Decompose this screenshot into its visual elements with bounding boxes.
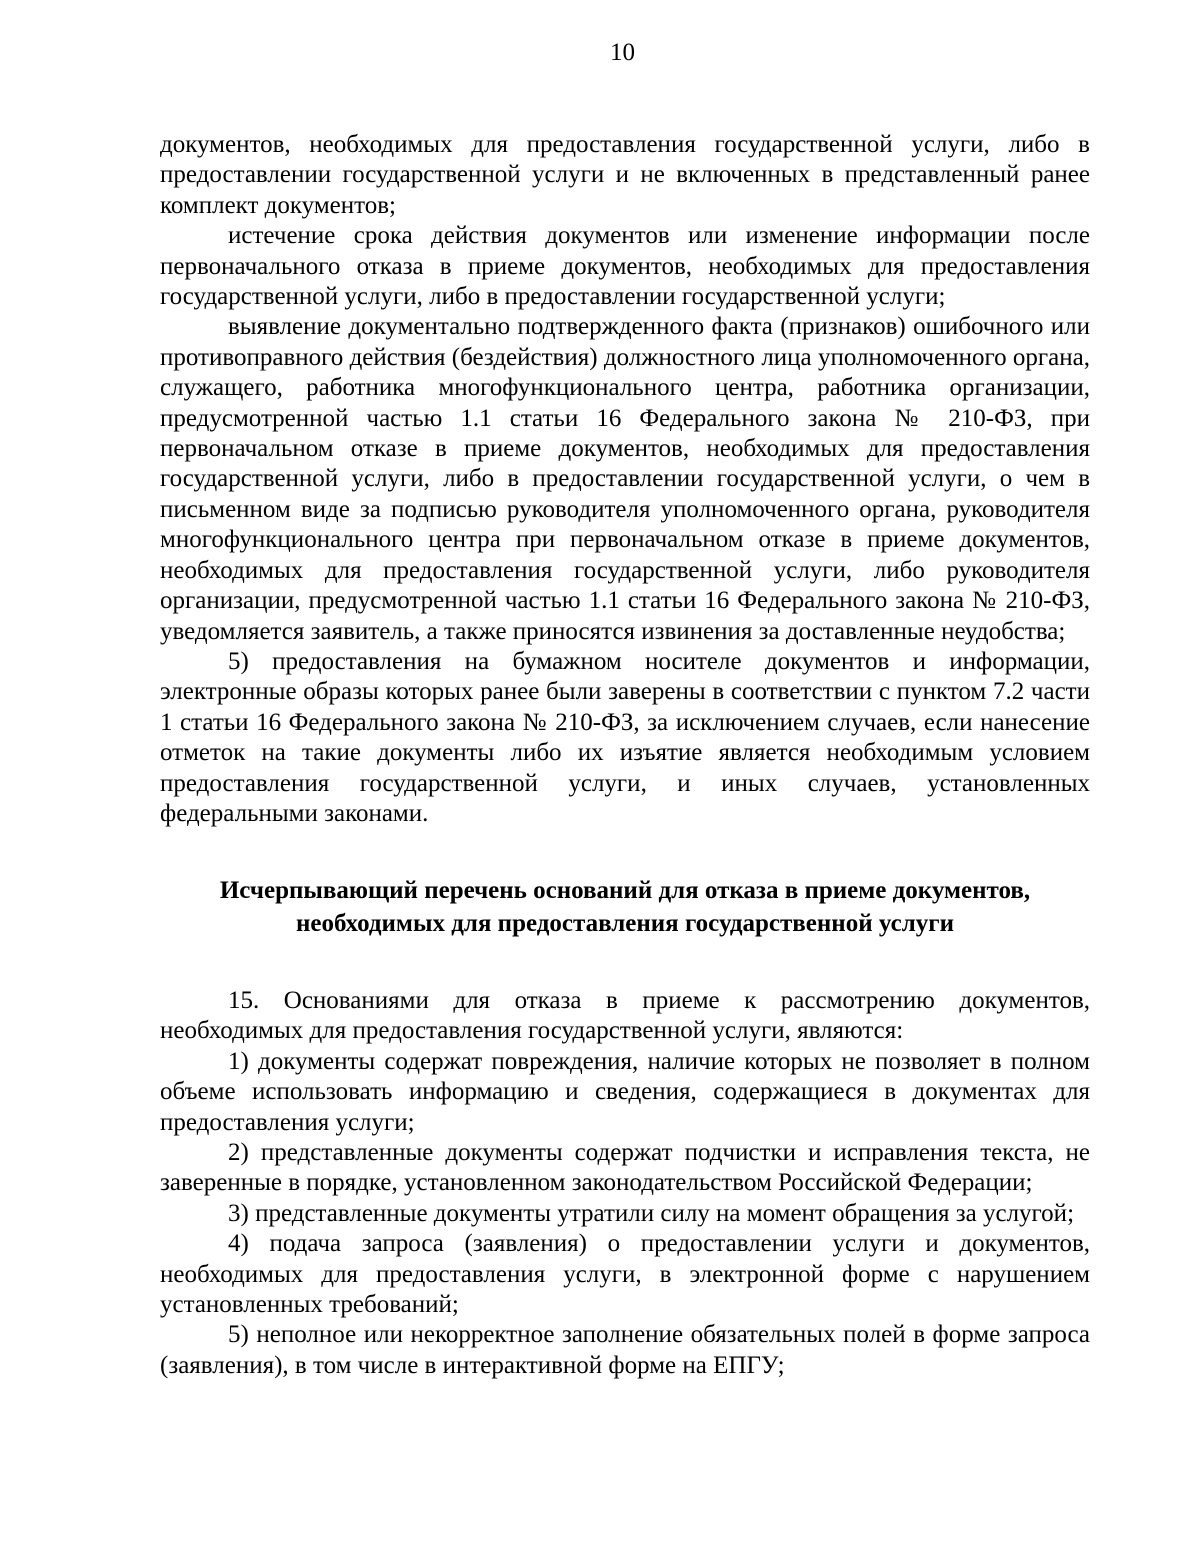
paragraph-15: 15. Основаниями для отказа в приеме к рассмотрению документов, необходимых для предоставления государственной услуги, являются: [160, 987, 1090, 1045]
list-item-5: 5) неполное или некорректное заполнение обязательных полей в форме запроса (заявления), в том числе в интерактивной форме на ЕПГУ; [160, 1321, 1090, 1379]
grounds-list [160, 986, 1090, 1381]
paragraph-item-5: 5) предоставления на бумажном носителе документов и информации, электронные образы которых ранее были заверены в соответствии с пунктом 7.2 части 1 статьи 16 Федерального закона № 210-ФЗ, за исключением случаев, если нанесение отметок на такие документы либо их изъятие является необходимым условием предоставления государственной услуги, и иных случаев, установленных федеральными законами. [160, 647, 1090, 827]
list-item-1: 1) документы содержат повреждения, наличие которых не позволяет в полном объеме использовать информацию и сведения, содержащиеся в документах для предоставления услуги; [160, 1047, 1090, 1136]
paragraph-error-detection: выявление документально подтвержденного факта (признаков) ошибочного или противоправного действия (бездействия) должностного лица уполномоченного органа, служащего, работника многофункционального центра, работника организации, предусмотренной частью 1.1 статьи 16 Федерального закона № 210-ФЗ, при первоначальном отказе в приеме документов, необходимых для предоставления государственной услуги, либо в предоставлении государственной услуги, о чем в письменном виде за подписью руководителя уполномоченного органа, руководителя многофункционального центра при первоначальном отказе в приеме документов, необходимых для предоставления государственной услуги, либо руководителя организации, предусмотренной частью 1.1 статьи 16 Федерального закона № 210-ФЗ, уведомляется заявитель, а также приносятся извинения за доставленные неудобства; [160, 313, 1090, 645]
paragraph-continuation: документов, необходимых для предоставления государственной услуги, либо в предоставлении государственной услуги и не включенных в представленный ранее комплект документов; [160, 131, 1090, 219]
section-heading-line-2: необходимых для предоставления государственной услуги [296, 910, 954, 937]
section-heading-line-1: Исчерпывающий перечень оснований для отказа в приеме документов, [219, 877, 1031, 904]
list-item-2: 2) представленные документы содержат подчистки и исправления текста, не заверенные в порядке, установленном законодательством Российской Федерации; [160, 1139, 1090, 1197]
list-item-4: 4) подача запроса (заявления) о предоставлении услуги и документов, необходимых для предоставления услуги, в электронной форме с нарушением установленных требований; [160, 1230, 1090, 1319]
list-item-3: 3) представленные документы утратили силу на момент обращения за услугой; [228, 1199, 1075, 1227]
page-number: 10 [610, 39, 635, 66]
section-heading [160, 874, 1090, 940]
body-text-top [160, 130, 1090, 829]
paragraph-expiry: истечение срока действия документов или изменение информации после первоначального отказа в приеме документов, необходимых для предоставления государственной услуги, либо в предоставлении государственной услуги; [160, 222, 1090, 311]
